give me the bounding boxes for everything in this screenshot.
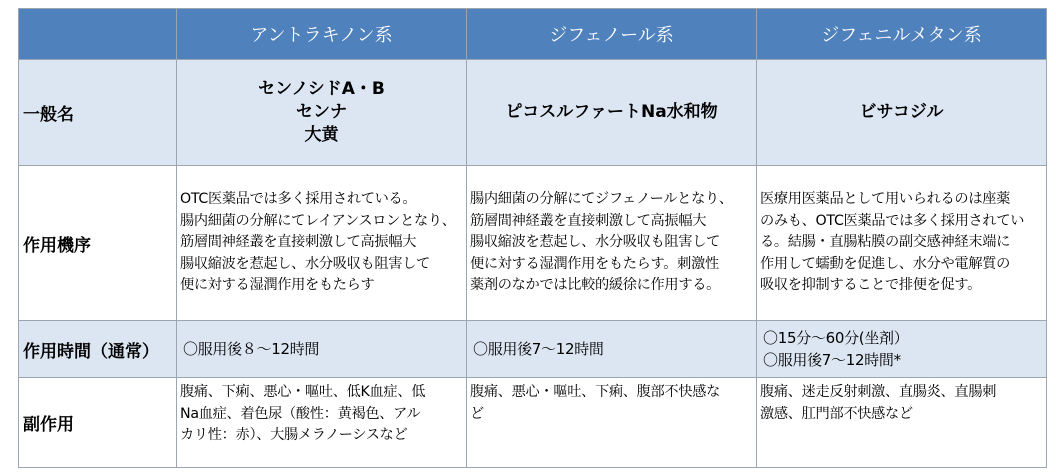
duration-cell-1	[177, 321, 467, 378]
duration-cell-2	[467, 321, 757, 378]
duration-line: 〇服用後7～12時間	[473, 340, 604, 358]
mechanism-line: 便に対する湿潤作用をもたらす。刺激性	[470, 255, 719, 272]
generic-name-row	[19, 60, 1047, 166]
duration-cell-3	[757, 321, 1047, 378]
duration-line: 〇服用後7～12時間*	[763, 351, 901, 369]
mechanism-line: 腸内細菌の分解にてレイアンスロンとなり、	[180, 212, 456, 229]
row-label-duration: 作用時間（通常）	[19, 321, 177, 378]
header-diphenol: ジフェノール系	[467, 9, 757, 60]
mechanism-cell-3	[757, 166, 1047, 321]
generic-name-cell-3	[757, 60, 1047, 166]
laxative-comparison-table	[18, 8, 1047, 468]
side-effects-line: Na血症、着色尿（酸性：黄褐色、アル	[180, 405, 421, 422]
duration-line: 〇服用後８～12時間	[183, 340, 320, 358]
duration-row	[19, 321, 1047, 378]
generic-name-cell-1	[177, 60, 467, 166]
mechanism-cell-1	[177, 166, 467, 321]
generic-name-cell-2	[467, 60, 757, 166]
mechanism-cell-2	[467, 166, 757, 321]
duration-line: 〇15分～60分(坐剤）	[763, 329, 909, 347]
mechanism-line: 医療用医薬品として用いられるのは座薬	[760, 191, 1010, 208]
row-label-generic: 一般名	[19, 60, 177, 166]
mechanism-line: のみも、OTC医薬品では多く採用されてい	[760, 212, 1025, 229]
side-effects-cell-3	[757, 378, 1047, 468]
mechanism-row	[19, 166, 1047, 321]
generic-name-line: センナ	[296, 102, 347, 122]
generic-name-line: ビサコジル	[859, 102, 944, 122]
side-effects-line: 腹痛、悪心・嘔吐、下痢、腹部不快感な	[470, 384, 720, 400]
mechanism-line: 腸内細菌の分解にてジフェノールとなり、	[470, 191, 733, 208]
side-effects-line: 激感、肛門部不快感など	[760, 405, 913, 422]
side-effects-line: 腹痛、下痢、悪心・嘔吐、低K血症、低	[180, 384, 426, 400]
mechanism-line: る。結腸・直腸粘膜の副交感神経末端に	[760, 234, 1010, 251]
generic-name-line: ピコスルファートNa水和物	[505, 102, 718, 122]
mechanism-line: 吸収を抑制することで排便を促す。	[760, 277, 982, 294]
header-diphenylmethane: ジフェニルメタン系	[757, 9, 1047, 60]
mechanism-line: 薬剤のなかでは比較的緩徐に作用する。	[470, 277, 720, 294]
generic-name-line: 大黄	[304, 125, 339, 145]
side-effects-row	[19, 378, 1047, 468]
side-effects-line: カリ性：赤）、大腸メラノーシスなど	[180, 427, 408, 443]
mechanism-line: 腸収縮波を惹起し、水分吸収も阻害して	[180, 255, 430, 272]
mechanism-line: 便に対する湿潤作用をもたらす	[180, 277, 375, 294]
header-row	[19, 9, 1047, 60]
side-effects-cell-2	[467, 378, 757, 468]
mechanism-line: OTC医薬品では多く採用されている。	[180, 191, 417, 208]
row-label-mechanism: 作用機序	[19, 166, 177, 321]
mechanism-line: 腸収縮波を惹起し、水分吸収も阻害して	[470, 234, 720, 251]
mechanism-line: 筋層間神経叢を直接刺激して高振幅大	[470, 212, 707, 229]
generic-name-line: センノシドA・B	[258, 79, 385, 99]
side-effects-line: 腹痛、迷走反射刺激、直腸炎、直腸刺	[760, 384, 997, 400]
mechanism-line: 作用して蠕動を促進し、水分や電解質の	[760, 255, 1010, 272]
mechanism-line: 筋層間神経叢を直接刺激して高振幅大	[180, 234, 417, 251]
header-anthraquinone: アントラキノン系	[177, 9, 467, 60]
side-effects-line: ど	[470, 405, 484, 422]
side-effects-cell-1	[177, 378, 467, 468]
header-corner-cell	[19, 9, 177, 60]
row-label-side-effects: 副作用	[19, 378, 177, 468]
